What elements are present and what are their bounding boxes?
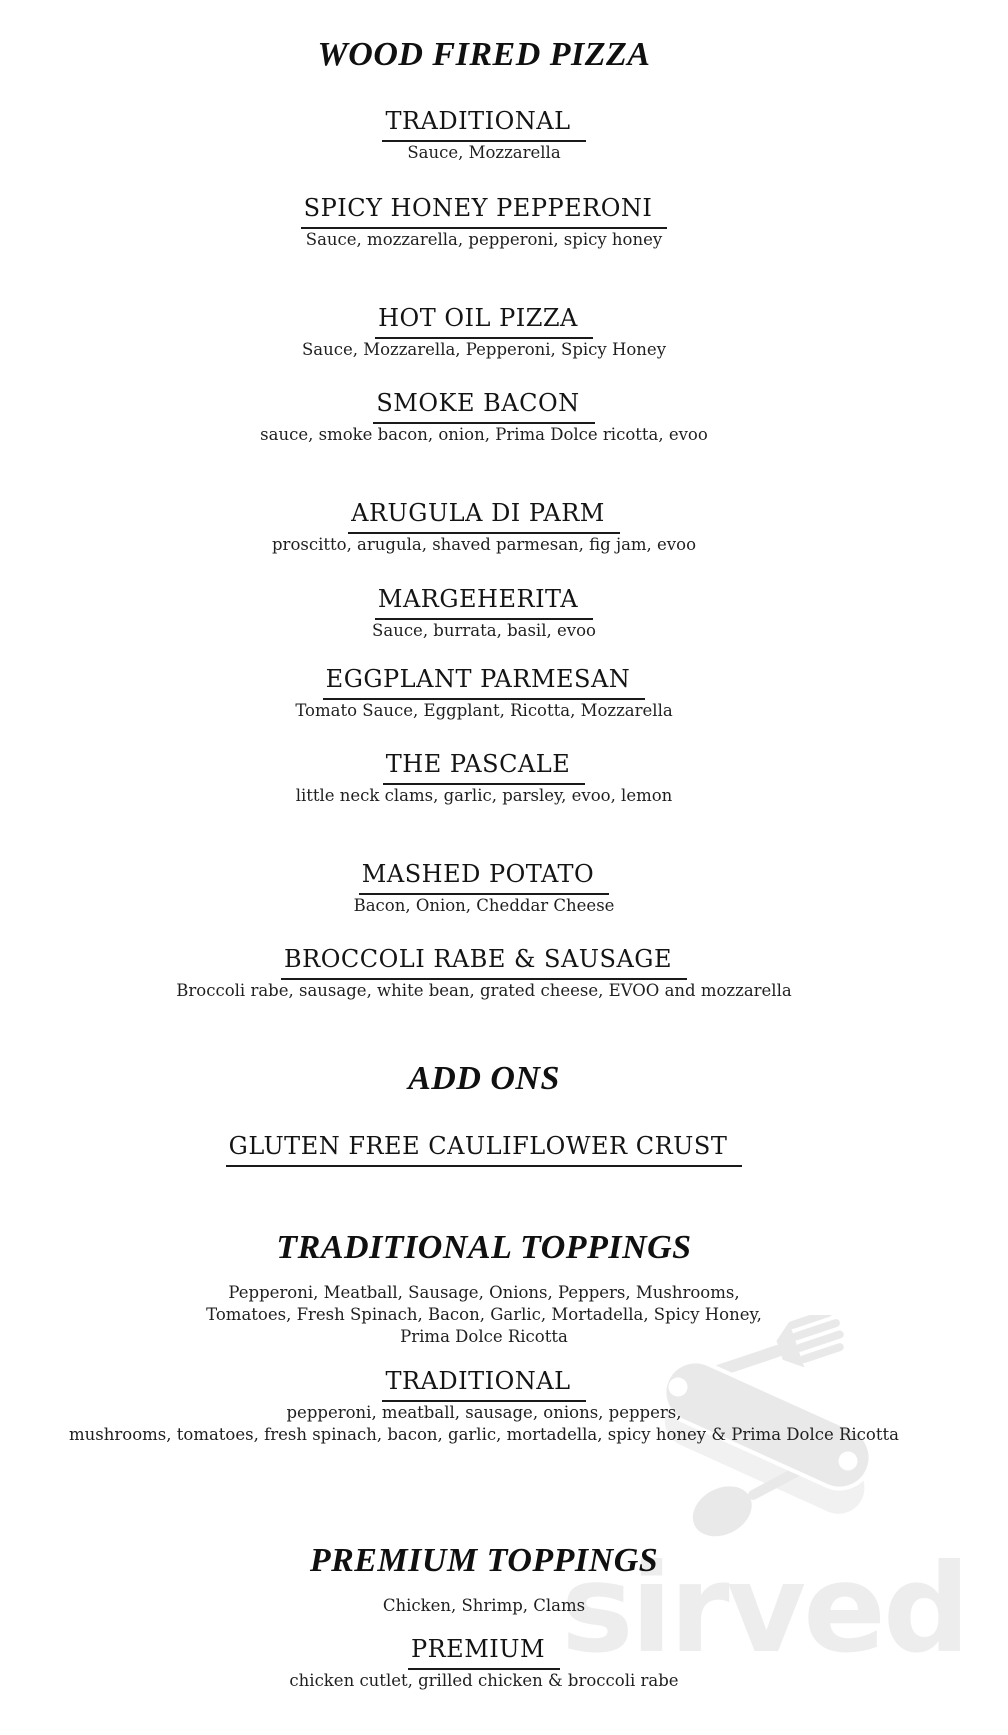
menu-section: [0, 1060, 968, 1167]
menu-item: [0, 388, 968, 446]
menu-item-name: ARUGULA DI PARM: [348, 498, 620, 534]
menu-item: [0, 664, 968, 722]
menu-item-description: sauce, smoke bacon, onion, Prima Dolce ricotta, evoo: [260, 425, 708, 444]
menu-item-name: HOT OIL PIZZA: [375, 303, 593, 339]
menu-item-name: MASHED POTATO: [359, 859, 609, 895]
menu-item: [0, 1366, 968, 1446]
menu-section: [0, 1229, 968, 1446]
menu-item-name: SPICY HONEY PEPPERONI: [301, 193, 668, 229]
menu-item-name: MARGEHERITA: [375, 584, 593, 620]
section-intro: [0, 1282, 968, 1348]
menu-item-description: chicken cutlet, grilled chicken & broccoli rabe: [289, 1671, 679, 1690]
menu-item: [0, 944, 968, 1002]
section-heading: ADD ONS: [408, 1060, 560, 1097]
menu-item-name: PREMIUM: [408, 1634, 560, 1670]
section-heading: TRADITIONAL TOPPINGS: [276, 1229, 692, 1266]
section-intro: [0, 1595, 968, 1617]
menu-item-description: little neck clams, garlic, parsley, evoo, lemon: [295, 786, 673, 805]
menu-item-name: THE PASCALE: [383, 749, 585, 785]
menu-item-name: EGGPLANT PARMESAN: [323, 664, 646, 700]
menu-item: [0, 749, 968, 807]
section-intro-line: Pepperoni, Meatball, Sausage, Onions, Peppers, Mushrooms,: [228, 1283, 740, 1302]
menu-item-description: Tomato Sauce, Eggplant, Ricotta, Mozzarella: [295, 701, 673, 720]
menu-item: [0, 303, 968, 361]
menu-item-description: mushrooms, tomatoes, fresh spinach, bacon, garlic, mortadella, spicy honey & Prima Dolce Ricotta: [69, 1425, 899, 1444]
menu-item-name: BROCCOLI RABE & SAUSAGE: [281, 944, 687, 980]
menu-item: [0, 584, 968, 642]
menu-item-name: SMOKE BACON: [373, 388, 594, 424]
section-heading: WOOD FIRED PIZZA: [317, 36, 651, 73]
section-heading: PREMIUM TOPPINGS: [309, 1542, 659, 1579]
menu-item-description: Sauce, Mozzarella: [407, 143, 561, 162]
menu-item-description: Bacon, Onion, Cheddar Cheese: [353, 896, 615, 915]
section-intro-line: Tomatoes, Fresh Spinach, Bacon, Garlic, Mortadella, Spicy Honey,: [206, 1305, 762, 1324]
menu-item-description: Sauce, Mozzarella, Pepperoni, Spicy Honey: [301, 340, 667, 359]
menu-item: [0, 106, 968, 164]
menu-item-description: Sauce, burrata, basil, evoo: [372, 621, 596, 640]
menu-item: [0, 1131, 968, 1167]
menu-item-description: Broccoli rabe, sausage, white bean, grated cheese, EVOO and mozzarella: [176, 981, 792, 1000]
menu-item-description: Sauce, mozzarella, pepperoni, spicy honey: [305, 230, 663, 249]
menu-item-description: pepperoni, meatball, sausage, onions, peppers,: [286, 1403, 682, 1422]
menu-item: [0, 498, 968, 556]
menu-item: [0, 193, 968, 251]
menu-item-name: TRADITIONAL: [382, 1366, 585, 1402]
menu-section: [0, 36, 968, 1002]
menu-item-description: proscitto, arugula, shaved parmesan, fig jam, evoo: [272, 535, 696, 554]
section-intro-line: Prima Dolce Ricotta: [400, 1327, 568, 1346]
menu-item: [0, 1634, 968, 1692]
section-intro-line: Chicken, Shrimp, Clams: [382, 1596, 586, 1615]
sirved-text-watermark: sirved: [561, 1538, 968, 1680]
menu-item-name: TRADITIONAL: [382, 106, 585, 142]
menu-item: [0, 859, 968, 917]
menu-item-name: GLUTEN FREE CAULIFLOWER CRUST: [226, 1131, 743, 1167]
menu-section: [0, 1538, 968, 1692]
